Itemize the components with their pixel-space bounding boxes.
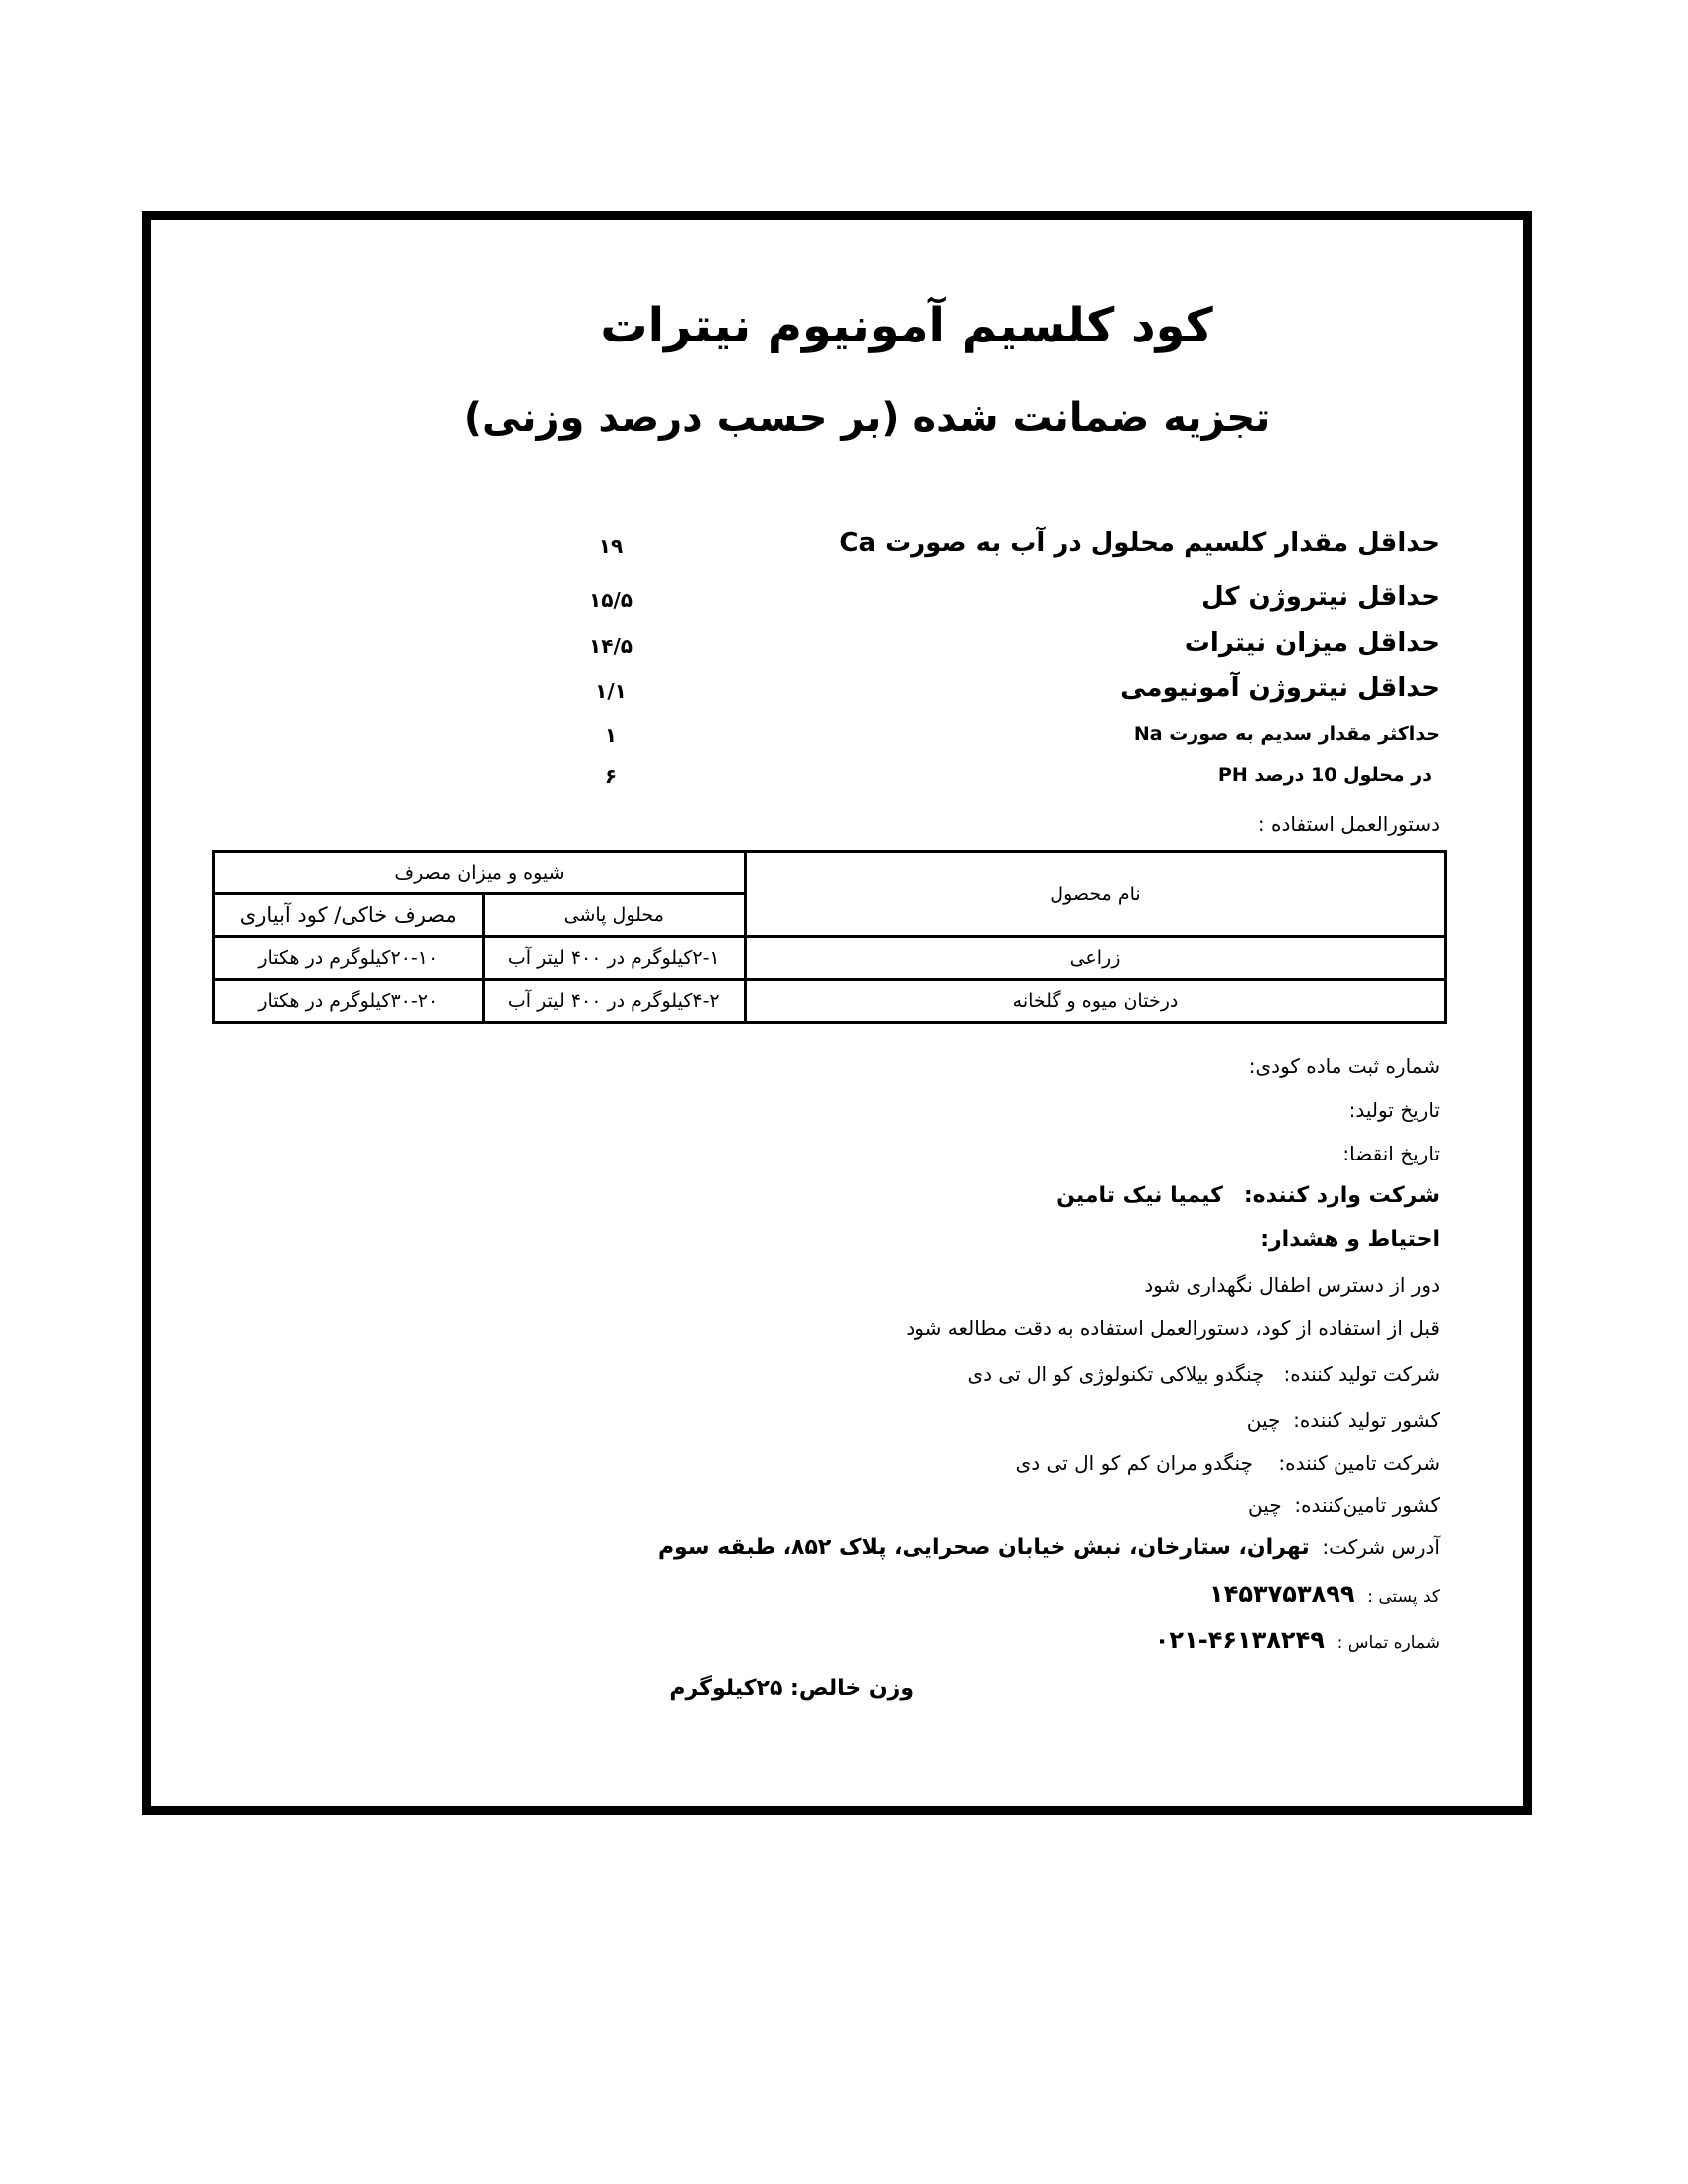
caution-line (906, 1316, 1440, 1340)
address-label: آدرس شرکت: (1322, 1535, 1440, 1559)
expiry-date-label: تاریخ انقضا: (1342, 1142, 1440, 1165)
supplier-country: چین (1248, 1493, 1282, 1517)
importer-name: کیمیا نیک تامین (1056, 1183, 1223, 1208)
spec-value: ۱ (604, 723, 618, 747)
net-weight: وزن خالص: ۲۵کیلوگرم (669, 1676, 914, 1701)
manufacturer-country-line (1247, 1408, 1440, 1432)
spec-value: ۱/۱ (595, 679, 627, 703)
supplier-line (1016, 1451, 1440, 1475)
supplier-country-line (1248, 1493, 1440, 1517)
document-subtitle: تجزیه ضمانت شده (بر حسب درصد وزنی) (463, 395, 1271, 441)
spec-value: ۱۹ (598, 534, 624, 558)
spec-row (496, 528, 1440, 568)
spray-cell: ۴-۲کیلوگرم در ۴۰۰ لیتر آب (483, 980, 745, 1023)
manufacturer-country-label: کشور تولید کننده: (1293, 1408, 1440, 1432)
address-line (658, 1535, 1440, 1560)
spray-cell: ۲-۱کیلوگرم در ۴۰۰ لیتر آب (483, 937, 745, 980)
usage-table (212, 850, 1447, 1024)
soil-cell: ۲۰-۱۰کیلوگرم در هکتار (214, 937, 484, 980)
table-row (214, 937, 1446, 980)
manufacturer-name: چنگدو بیلاکی تکنولوژی کو ال تی دی (967, 1362, 1265, 1386)
spec-row (496, 764, 1440, 804)
registration-number-line (1249, 1054, 1440, 1078)
spec-row (496, 628, 1440, 668)
spec-value: ۱۵/۵ (589, 588, 633, 612)
usage-method-header: شیوه و میزان مصرف (214, 852, 746, 894)
product-cell: درختان میوه و گلخانه (746, 980, 1446, 1023)
phone-label: شماره تماس : (1336, 1633, 1440, 1653)
manufacturer-line (967, 1362, 1440, 1386)
supplier-country-label: کشور تامین‌کننده: (1294, 1493, 1440, 1517)
spec-label: حداقل میزان نیترات (1184, 628, 1440, 658)
spec-label: حداقل نیتروژن آمونیومی (1120, 673, 1440, 703)
spec-label: حداکثر مقدار سدیم به صورت Na (1133, 723, 1440, 745)
supplier-name: چنگدو مران کم کو ال تی دی (1015, 1451, 1253, 1475)
product-name-header: نام محصول (746, 852, 1446, 937)
importer-label: شرکت وارد کننده: (1243, 1183, 1440, 1208)
document-title: کود کلسیم آمونیوم نیترات (600, 298, 1213, 353)
usage-instructions-label: دستورالعمل استفاده : (1257, 812, 1440, 836)
spec-row (496, 723, 1440, 762)
spec-value: ۶ (604, 764, 618, 788)
caution-text: دور از دسترس اطفال نگهداری شود (1144, 1273, 1440, 1297)
soil-header: مصرف خاکی/ کود آبیاری (214, 894, 484, 937)
spec-label: PH در محلول 10 درصد (1217, 764, 1432, 786)
registration-number-label: شماره ثبت ماده کودی: (1248, 1054, 1440, 1078)
manufacturer-label: شرکت تولید کننده: (1283, 1362, 1440, 1386)
importer-line (1056, 1183, 1440, 1208)
caution-heading-line (1260, 1227, 1440, 1252)
table-row (214, 980, 1446, 1023)
supplier-label: شرکت تامین کننده: (1278, 1451, 1440, 1475)
spec-label: حداقل نیتروژن کل (1201, 582, 1440, 612)
product-cell: زراعی (746, 937, 1446, 980)
manufacturer-country: چین (1246, 1408, 1281, 1432)
spec-row (496, 673, 1440, 713)
spec-value: ۱۴/۵ (589, 634, 633, 658)
production-date-label: تاریخ تولید: (1348, 1098, 1440, 1122)
expiry-date-line (1342, 1142, 1440, 1165)
postal-code-line (1209, 1580, 1440, 1608)
spray-header: محلول پاشی (483, 894, 745, 937)
caution-label: احتیاط و هشدار: (1260, 1227, 1440, 1252)
caution-line (1144, 1273, 1440, 1297)
spec-label: حداقل مقدار کلسیم محلول در آب به صورت Ca (839, 528, 1440, 558)
soil-cell: ۳۰-۲۰کیلوگرم در هکتار (214, 980, 484, 1023)
postal-code-label: کد پستی : (1367, 1587, 1440, 1607)
phone-line (1155, 1626, 1440, 1654)
caution-text: قبل از استفاده از کود، دستورالعمل استفاده به دقت مطالعه شود (906, 1316, 1440, 1340)
postal-code-value: ۱۴۵۳۷۵۳۸۹۹ (1209, 1580, 1355, 1608)
address-value: تهران، ستارخان، نبش خیابان صحرایی، پلاک ۸۵۲، طبقه سوم (657, 1535, 1310, 1560)
phone-value: ۰۲۱-۴۶۱۳۸۲۴۹ (1154, 1626, 1325, 1654)
spec-row (496, 582, 1440, 621)
production-date-line (1349, 1098, 1440, 1122)
